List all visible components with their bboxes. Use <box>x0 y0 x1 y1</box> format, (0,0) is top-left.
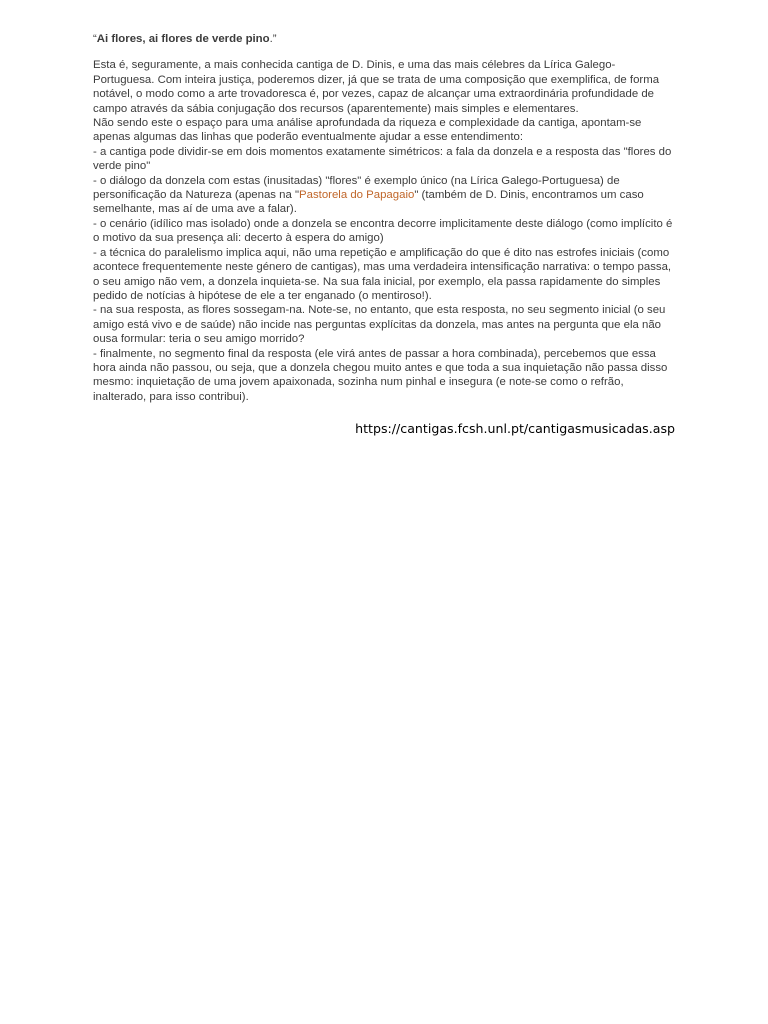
point-symmetry: - a cantiga pode dividir-se em dois momentos exatamente simétricos: a fala da donzela e a resposta das "flores do verde pino" <box>93 145 672 173</box>
cantiga-title <box>93 32 675 46</box>
pastorela-link[interactable]: Pastorela do Papagaio <box>299 189 415 202</box>
point-setting: - o cenário (idílico mas isolado) onde a donzela se encontra decorre implicitamente deste diálogo (como implícito é o motivo da sua presença ali: decerto à espera do amigo) <box>93 217 673 245</box>
source-url: https://cantigas.fcsh.unl.pt/cantigasmusicadas.asp <box>355 421 675 436</box>
title-open-quote: “ <box>93 33 97 45</box>
lead-paragraph: Não sendo este o espaço para uma análise aprofundada da riqueza e complexidade da cantiga, apontam-se apenas algumas das linhas que poderão eventualmente ajudar a esse entendimento: <box>93 117 642 144</box>
point-final: - finalmente, no segmento final da resposta (ele virá antes de passar a hora combinada), percebemos que essa hora ainda não passou, ou seja, que a donzela chegou muito antes e que toda a sua inquietação não passa disso mesmo: inquietação de uma jovem apaixonada, sozinha num pinhal e insegura (e note-se como o refrão, inalterado, para isso contribui). <box>93 347 668 403</box>
point-parallelism: - a técnica do paralelismo implica aqui, não uma repetição e amplificação do que é dito nas estrofes iniciais (como acontece frequentemente neste género de cantigas), mas uma verdadeira intensificação narrativa: o tempo passa, o seu amigo não vem, a donzela inquieta-se. Na sua fala inicial, por exemplo, ela passa rapidamente do simples pedido de notícias à hipótese de ele a ter enganado (o mentiroso!). <box>93 246 672 302</box>
article-body <box>93 32 675 404</box>
point-personification-text-before: - o diálogo da donzela com estas (inusitadas) "flores" é exemplo único (na Lírica Galego-Portuguesa) de personificação da Natureza (apenas na " <box>93 174 620 202</box>
point-response: - na sua resposta, as flores sossegam-na. Note-se, no entanto, que esta resposta, no seu segmento inicial (o seu amigo está vivo e de saúde) não incide nas perguntas explícitas da donzela, mas antes na pergunta que ela não ousa formular: teria o seu amigo morrido? <box>93 304 666 346</box>
title-close-quote: .” <box>269 33 277 45</box>
title-text: Ai flores, ai flores de verde pino <box>96 33 270 45</box>
intro-paragraph: Esta é, seguramente, a mais conhecida cantiga de D. Dinis, e uma das mais célebres da Lírica Galego-Portuguesa. Com inteira justiça, poderemos dizer, já que se trata de uma composição que exemplifica, de forma notável, o modo como a arte trovadoresca é, por vezes, capaz de alcançar uma extraordinária profundidade de campo através da sábia conjugação dos recursos (aparentemente) mais simples e elementares. <box>93 59 660 115</box>
point-personification <box>93 174 675 217</box>
point-personification-text-after: " (também de D. Dinis, encontramos um caso semelhante, mas aí de uma ave a falar). <box>93 189 644 216</box>
